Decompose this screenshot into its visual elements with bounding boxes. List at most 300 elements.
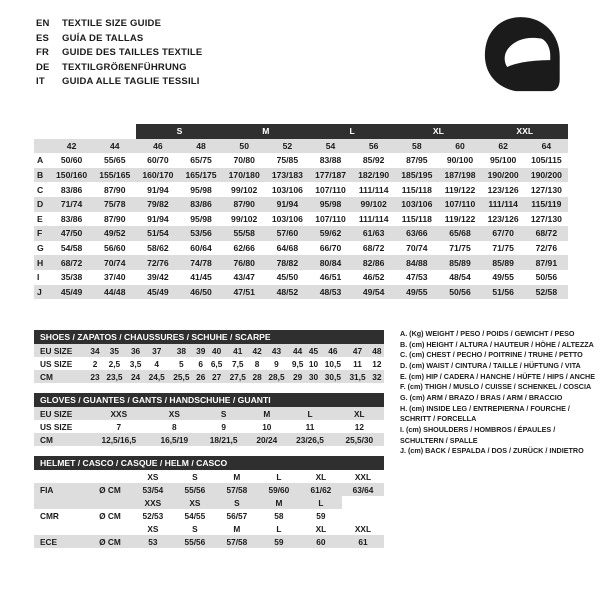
letter-size-header xyxy=(50,124,136,139)
table-cell: 49/54 xyxy=(352,285,395,300)
numeric-size-header: 52 xyxy=(266,139,309,154)
table-cell: 36 xyxy=(127,344,145,357)
numeric-size-header: 46 xyxy=(136,139,179,154)
table-cell: 56/60 xyxy=(103,243,126,254)
table-cell: 27 xyxy=(208,370,226,383)
table-cell: 35 xyxy=(102,344,127,357)
table-cell: 41/45 xyxy=(190,272,212,283)
table-cell: 10,5 xyxy=(324,358,341,369)
numeric-size-header: 62 xyxy=(482,139,525,154)
table-row xyxy=(34,370,384,383)
table-cell: 87/91 xyxy=(525,255,568,270)
table-cell: 75/85 xyxy=(276,155,299,166)
table-cell: 6,5 xyxy=(210,358,223,369)
table-cell: 74/78 xyxy=(179,255,222,270)
language-row xyxy=(36,62,366,77)
row-label: US SIZE xyxy=(40,421,73,432)
table-cell: 46 xyxy=(321,344,346,357)
table-cell: 95/98 xyxy=(190,213,212,224)
table-cell: 26 xyxy=(194,370,208,383)
table-cell: 8 xyxy=(172,421,177,432)
table-cell: 60 xyxy=(300,535,342,548)
numeric-size-header: 58 xyxy=(395,139,438,154)
table-cell: 66/70 xyxy=(319,243,342,254)
language-list xyxy=(36,18,366,91)
table-cell: 40 xyxy=(208,344,226,357)
table-cell: 83/88 xyxy=(319,155,342,166)
table-row xyxy=(34,344,384,357)
table-cell: 27,5 xyxy=(225,370,250,383)
table-cell: 52/53 xyxy=(142,510,164,521)
table-cell: 43 xyxy=(264,344,289,357)
table-cell: 68/72 xyxy=(50,255,93,270)
legend-line: SCHULTERN / SPALLE xyxy=(400,435,478,445)
table-cell: 79/82 xyxy=(136,197,179,212)
row-label xyxy=(34,522,88,535)
table-cell: 47 xyxy=(345,344,370,357)
table-row xyxy=(34,270,568,285)
table-cell: 60/64 xyxy=(190,243,212,254)
table-cell: 34 xyxy=(88,344,102,357)
table-cell: 76/80 xyxy=(223,255,266,270)
table-cell: 61 xyxy=(342,535,384,548)
table-cell: 23,5 xyxy=(102,370,127,383)
language-code: DE xyxy=(36,61,50,73)
helmet-size-header: L xyxy=(276,523,282,534)
table-row xyxy=(34,197,568,212)
numeric-size-header: 42 xyxy=(50,139,93,154)
table-cell: 4 xyxy=(154,358,160,369)
table-cell: 56/57 xyxy=(226,510,248,521)
legend-line: J. (cm) BACK / ESPALDA / DOS / ZURÜCK / INDIETRO xyxy=(400,446,584,456)
table-cell: 75/78 xyxy=(93,197,136,212)
table-cell: 111/114 xyxy=(482,197,525,212)
table-cell: 170/180 xyxy=(223,168,266,183)
table-cell: 177/187 xyxy=(309,168,352,183)
row-label: H xyxy=(34,255,50,270)
table-cell: 127/130 xyxy=(530,213,562,224)
numeric-size-header: 50 xyxy=(223,139,266,154)
table-cell: 11 xyxy=(305,421,315,432)
table-cell: 68/72 xyxy=(525,226,568,241)
table-cell: 107/110 xyxy=(315,213,346,224)
table-cell: 43/47 xyxy=(233,272,255,283)
table-row xyxy=(34,226,568,241)
table-cell: 30 xyxy=(306,370,320,383)
table-cell: 9,5 xyxy=(291,358,304,369)
table-cell: 45/49 xyxy=(50,285,93,300)
table-cell: 49/52 xyxy=(93,226,136,241)
size-subtables xyxy=(34,330,384,548)
row-label xyxy=(34,139,50,154)
table-cell: 10 xyxy=(262,421,272,432)
table-cell: 71/74 xyxy=(50,197,93,212)
helmet-size-header: L xyxy=(276,471,282,482)
table-cell: 71/75 xyxy=(449,243,471,254)
helmet-size-header: XXL xyxy=(354,523,372,534)
table-cell: 55/56 xyxy=(174,483,216,496)
helmet-size-header: M xyxy=(233,471,241,482)
table-cell: 185/195 xyxy=(395,168,438,183)
table-cell: 49/55 xyxy=(395,285,438,300)
table-cell: 160/170 xyxy=(136,168,179,183)
table-cell xyxy=(88,470,132,483)
row-label: CM xyxy=(34,370,88,383)
table-cell: 59/62 xyxy=(309,226,352,241)
gloves-title: GLOVES / GUANTES / GANTS / HANDSCHUHE / GUANTI xyxy=(34,393,384,407)
table-cell: 111/114 xyxy=(358,213,389,224)
table-cell: 115/118 xyxy=(401,213,432,224)
table-cell: 87/90 xyxy=(223,197,266,212)
table-cell: 70/74 xyxy=(406,243,428,254)
letter-size-header: M xyxy=(223,124,309,139)
legend-line: H. (cm) INSIDE LEG / ENTREPIERNA / FOURCHE / xyxy=(400,403,570,413)
table-cell: 41 xyxy=(225,344,250,357)
table-cell: 87/90 xyxy=(103,213,126,224)
shoes-title: SHOES / ZAPATOS / CHAUSSURES / SCHUHE / SCARPE xyxy=(34,330,384,344)
main-table-numeric-header xyxy=(34,139,568,154)
helmet-size-header: XS xyxy=(147,471,159,482)
table-cell: 95/98 xyxy=(309,197,352,212)
table-cell: 85/89 xyxy=(438,255,481,270)
helmet-size-header: XL xyxy=(315,471,327,482)
row-label: CM xyxy=(34,433,88,446)
table-cell: XXS xyxy=(88,407,150,420)
table-cell: 127/130 xyxy=(530,184,562,195)
table-cell: 45/49 xyxy=(136,285,179,300)
unit-cell: Ø CM xyxy=(99,510,121,521)
row-label: F xyxy=(34,226,50,241)
table-cell: 55/58 xyxy=(223,226,266,241)
table-cell: 23 xyxy=(88,370,102,383)
table-cell: 63/66 xyxy=(395,226,438,241)
helmet-size-header: S xyxy=(216,496,258,509)
row-label: G xyxy=(37,243,44,254)
table-row xyxy=(34,420,384,433)
table-cell: 59/60 xyxy=(258,483,300,496)
row-label: EU SIZE xyxy=(34,407,88,420)
helmet-size-header: L xyxy=(300,496,342,509)
table-cell: 103/106 xyxy=(271,184,303,195)
table-cell: 7 xyxy=(116,421,122,432)
table-cell: 48/52 xyxy=(266,285,309,300)
table-cell xyxy=(88,522,132,535)
row-label: B xyxy=(34,168,50,183)
letter-size-header: S xyxy=(136,124,222,139)
table-cell: 12 xyxy=(354,421,364,432)
table-cell: 119/122 xyxy=(444,213,476,224)
table-cell: 44 xyxy=(289,344,307,357)
language-text: GUIDE DES TAILLES TEXTILE xyxy=(62,47,203,58)
language-text: GUÍA DE TALLAS xyxy=(62,32,144,44)
table-cell: 24 xyxy=(127,370,145,383)
helmet-size-header: XXS xyxy=(132,496,174,509)
language-text: TEXTILE SIZE GUIDE xyxy=(62,18,162,29)
table-cell: 37 xyxy=(144,344,169,357)
table-cell: 48/54 xyxy=(449,272,471,283)
row-label: E xyxy=(37,213,43,224)
language-row xyxy=(36,18,366,33)
table-cell: M xyxy=(248,407,285,420)
helmet-size-header: XS xyxy=(174,496,216,509)
table-cell: 20/24 xyxy=(248,433,285,446)
table-cell: 91/94 xyxy=(147,184,169,195)
table-cell: 95/98 xyxy=(190,184,212,195)
table-cell: 25,5 xyxy=(169,370,194,383)
table-cell: 49/55 xyxy=(492,272,514,283)
language-code: ES xyxy=(36,32,50,44)
helmet-title: HELMET / CASCO / CASQUE / HELM / CASCO xyxy=(34,456,384,470)
table-cell: 91/94 xyxy=(147,213,169,224)
table-cell: 78/82 xyxy=(266,255,309,270)
language-code: IT xyxy=(36,76,45,87)
table-cell: 29 xyxy=(289,370,307,383)
row-label: US SIZE xyxy=(40,358,73,369)
table-cell: 18/21,5 xyxy=(199,433,248,446)
legend-line: E. (cm) HIP / CADERA / HANCHE / HÜFTE / HIPS / ANCHE xyxy=(400,371,596,381)
table-cell: 61/63 xyxy=(352,226,395,241)
language-row xyxy=(36,76,366,91)
table-cell: 9 xyxy=(221,421,226,432)
table-row xyxy=(34,285,568,300)
legend-line: A. (Kg) WEIGHT / PESO / POIDS / GEWICHT / PESO xyxy=(400,329,575,338)
table-cell: 25,5/30 xyxy=(335,433,384,446)
table-cell: 65/75 xyxy=(190,155,212,166)
table-cell: 80/84 xyxy=(309,255,352,270)
table-cell: 105/115 xyxy=(531,155,562,166)
table-cell: 82/86 xyxy=(352,255,395,270)
gloves-table xyxy=(34,407,384,446)
table-cell: 182/190 xyxy=(352,168,395,183)
table-cell: 47/51 xyxy=(223,285,266,300)
language-row xyxy=(36,33,366,48)
table-cell: 48/53 xyxy=(309,285,352,300)
table-cell: 155/165 xyxy=(93,168,136,183)
table-row xyxy=(34,153,568,168)
table-cell: 115/119 xyxy=(525,197,568,212)
table-cell: 90/100 xyxy=(446,155,474,166)
table-cell: 47/50 xyxy=(50,226,93,241)
language-code: EN xyxy=(36,18,50,29)
row-label xyxy=(34,470,88,483)
unit-cell: Ø CM xyxy=(88,535,132,548)
main-size-table xyxy=(34,124,568,299)
table-cell: 46/51 xyxy=(319,272,342,283)
row-label: CMR xyxy=(40,510,59,521)
language-row xyxy=(36,47,366,62)
table-cell: 150/160 xyxy=(50,168,93,183)
table-cell: 50/56 xyxy=(438,285,481,300)
table-cell: 165/175 xyxy=(179,168,222,183)
table-cell: 45/50 xyxy=(276,272,299,283)
table-cell: 59 xyxy=(258,535,300,548)
table-cell: 61/62 xyxy=(300,483,342,496)
table-cell: 103/106 xyxy=(271,213,303,224)
table-cell: 32 xyxy=(370,370,384,383)
table-cell: 63/64 xyxy=(342,483,384,496)
table-row xyxy=(34,212,568,227)
helmet-size-header: M xyxy=(258,496,300,509)
table-row xyxy=(34,407,384,420)
table-cell: 16,5/19 xyxy=(150,433,199,446)
table-row xyxy=(34,255,568,270)
table-cell: 173/183 xyxy=(266,168,309,183)
table-cell: 2,5 xyxy=(108,358,121,369)
table-cell: 55/65 xyxy=(103,155,126,166)
table-cell: 37/40 xyxy=(103,272,126,283)
language-text: GUIDA ALLE TAGLIE TESSILI xyxy=(62,76,200,87)
table-row xyxy=(34,535,384,548)
table-row xyxy=(34,470,384,483)
legend-line: G. (cm) ARM / BRAZO / BRAS / ARM / BRACCIO xyxy=(400,393,563,403)
table-cell: 50/60 xyxy=(60,155,83,166)
legend-line: D. (cm) WAIST / CINTURA / TAILLE / HÜFTUNG / VITA xyxy=(400,361,581,371)
helmet-size-header: XXL xyxy=(354,471,372,482)
helmet-size-header: XS xyxy=(147,523,159,534)
table-cell: 38 xyxy=(169,344,194,357)
legend-line: I. (cm) SHOULDERS / HOMBROS / ÉPAULES / xyxy=(400,425,556,435)
table-cell: 45 xyxy=(306,344,320,357)
table-cell: 47/53 xyxy=(406,272,428,283)
table-cell: 52/58 xyxy=(525,285,568,300)
table-row xyxy=(34,522,384,535)
language-text: TEXTILGRÖßENFÜHRUNG xyxy=(62,61,187,73)
table-cell: 87/95 xyxy=(406,155,428,166)
table-cell: S xyxy=(199,407,248,420)
table-cell: 95/100 xyxy=(489,155,517,166)
numeric-size-header: 56 xyxy=(352,139,395,154)
table-cell: 39 xyxy=(194,344,208,357)
numeric-size-header: 64 xyxy=(525,139,568,154)
table-cell: 3,5 xyxy=(129,358,142,369)
table-cell: 57/58 xyxy=(216,483,258,496)
table-cell: 42 xyxy=(250,344,264,357)
measurement-legend xyxy=(400,330,600,458)
table-cell: 68/72 xyxy=(362,243,385,254)
table-row xyxy=(34,433,384,446)
helmet-icon xyxy=(478,12,564,98)
helmet-size-header: S xyxy=(192,523,198,534)
row-label: FIA xyxy=(34,483,88,496)
table-row xyxy=(34,509,384,522)
table-cell: 83/86 xyxy=(60,184,83,195)
table-cell: 24,5 xyxy=(144,370,169,383)
table-cell: 5 xyxy=(179,358,184,369)
helmet-table xyxy=(34,470,384,548)
table-cell: 58/62 xyxy=(147,243,169,254)
row-label xyxy=(34,496,88,509)
row-label: ECE xyxy=(34,535,88,548)
table-cell: 11 xyxy=(353,358,362,369)
table-row xyxy=(34,496,384,509)
table-cell: 51/54 xyxy=(136,226,179,241)
table-row xyxy=(34,483,384,496)
table-cell: 64/68 xyxy=(276,243,299,254)
table-cell: 62/66 xyxy=(233,243,255,254)
row-label: EU SIZE xyxy=(34,344,88,357)
row-label: A xyxy=(37,155,44,166)
table-cell: 83/86 xyxy=(179,197,222,212)
row-label: I xyxy=(37,272,40,283)
letter-size-header: L xyxy=(309,124,395,139)
letter-size-header: XL xyxy=(395,124,481,139)
row-label: J xyxy=(34,285,50,300)
table-cell: 107/110 xyxy=(438,197,481,212)
table-row xyxy=(34,357,384,370)
table-cell: 99/102 xyxy=(352,197,395,212)
table-cell: 51/56 xyxy=(482,285,525,300)
table-cell: 111/114 xyxy=(358,184,389,195)
row-label xyxy=(34,124,50,139)
table-cell: 67/70 xyxy=(482,226,525,241)
table-cell: 85/92 xyxy=(362,155,385,166)
table-cell: 123/126 xyxy=(487,213,519,224)
table-row xyxy=(34,168,568,183)
table-cell: 190/200 xyxy=(525,168,568,183)
letter-size-header: XXL xyxy=(482,124,568,139)
table-cell: 50/56 xyxy=(535,272,558,283)
numeric-size-header: 54 xyxy=(309,139,352,154)
helmet-size-header: XL xyxy=(315,523,327,534)
table-cell: 53 xyxy=(132,535,174,548)
table-cell: 6 xyxy=(198,358,204,369)
helmet-size-header: S xyxy=(192,471,198,482)
table-cell: 65/68 xyxy=(438,226,481,241)
table-cell: L xyxy=(285,407,334,420)
table-cell: 39/42 xyxy=(147,272,169,283)
language-code: FR xyxy=(36,47,50,58)
table-cell: 54/58 xyxy=(60,243,83,254)
table-cell: 23/26,5 xyxy=(285,433,334,446)
table-cell: 28 xyxy=(250,370,264,383)
table-cell: 58 xyxy=(274,510,284,521)
table-cell: 2 xyxy=(92,358,98,369)
table-cell: 103/106 xyxy=(395,197,438,212)
table-cell: 190/200 xyxy=(482,168,525,183)
table-cell: 57/60 xyxy=(266,226,309,241)
numeric-size-header: 48 xyxy=(179,139,222,154)
table-cell xyxy=(88,496,132,509)
numeric-size-header: 44 xyxy=(93,139,136,154)
table-cell: 72/76 xyxy=(136,255,179,270)
row-label: D xyxy=(34,197,50,212)
table-cell: 30,5 xyxy=(321,370,346,383)
table-cell: 35/38 xyxy=(60,272,83,283)
table-row xyxy=(34,241,568,256)
table-cell: 54/55 xyxy=(184,510,206,521)
table-cell: 46/50 xyxy=(179,285,222,300)
legend-line: B. (cm) HEIGHT / ALTURA / HAUTEUR / HÖHE / ALTEZZA xyxy=(400,339,594,349)
table-cell: 55/56 xyxy=(174,535,216,548)
table-cell: 115/118 xyxy=(401,184,432,195)
table-cell: 70/80 xyxy=(233,155,255,166)
legend-line: SCHRITT / FORCELLA xyxy=(400,414,477,424)
table-cell: 84/88 xyxy=(395,255,438,270)
table-cell: 53/54 xyxy=(132,483,174,496)
table-cell: 7,5 xyxy=(231,358,244,369)
table-cell: 70/74 xyxy=(93,255,136,270)
table-cell: 12 xyxy=(372,358,382,369)
table-row xyxy=(34,182,568,197)
table-cell: 59 xyxy=(316,510,326,521)
table-cell: 9 xyxy=(274,358,279,369)
table-cell: 71/75 xyxy=(492,243,514,254)
table-cell: 53/56 xyxy=(179,226,222,241)
table-cell: 187/198 xyxy=(438,168,481,183)
table-cell: 119/122 xyxy=(444,184,476,195)
table-cell: XS xyxy=(150,407,199,420)
legend-line: C. (cm) CHEST / PECHO / POITRINE / TRUHE / PETTO xyxy=(400,350,583,360)
